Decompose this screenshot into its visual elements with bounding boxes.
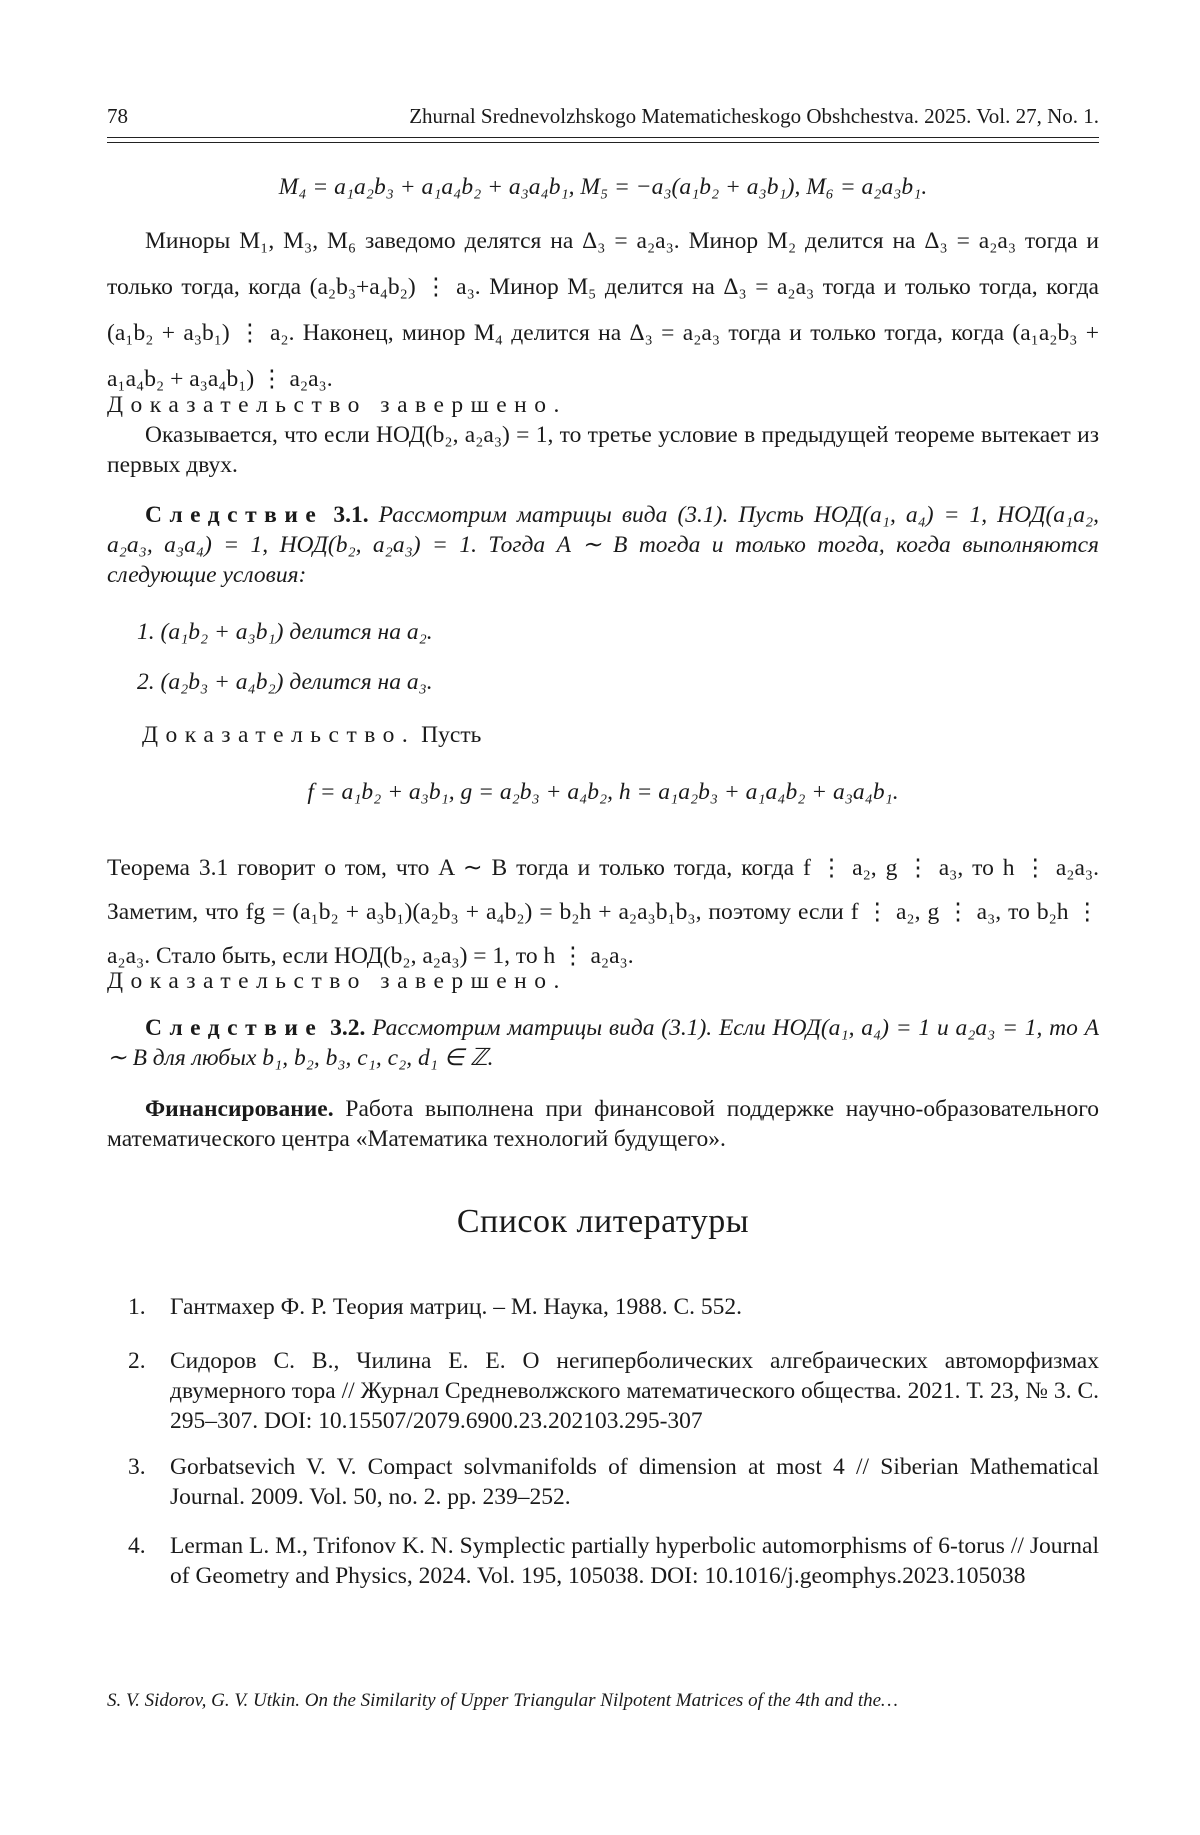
reference-item [128, 1531, 1099, 1591]
corollary-number: 3.1. [333, 502, 369, 528]
paragraph-gcd: Оказывается, что если НОД(b₂, a₂a₃) = 1, то третье условие в предыдущей теореме вытекает из первых двух. [107, 422, 1099, 478]
proof-2-intro [142, 720, 1099, 750]
formula-minors: M₄ = a₁a₂b₃ + a₁a₄b₂ + a₃a₄b₁, M₅ = −a₃(a₁b₂ + a₃b₁), M₆ = a₂a₃b₁. [278, 174, 928, 200]
condition-text: (a₂b₃ + a₄b₂) делится на a₃. [160, 669, 433, 695]
corollary-3-1 [107, 500, 1099, 590]
corollary-text: Рассмотрим матрицы вида (3.1). Пусть НОД(a₁, a₄) = 1, НОД(a₁a₂, a₂a₃, a₃a₄) = 1, НОД(b₂, a₂a₃) = 1. Тогда A ∼ B тогда и только тогда, когда выполняются следующие условия: [107, 502, 1100, 588]
running-footer: S. V. Sidorov, G. V. Utkin. On the Similarity of Upper Triangular Nilpotent Matrices of the 4th and the… [107, 1690, 898, 1711]
page-number: 78 [107, 104, 128, 128]
reference-text: Lerman L. M., Trifonov K. N. Symplectic partially hyperbolic automorphisms of 6-torus // Journal of Geometry and Physics, 2024. Vol. 195, 105038. DOI: 10.1016/j.geomphys.2023.105038 [170, 1533, 1099, 1589]
proof-label: Доказательство. [142, 722, 416, 748]
reference-number: 2. [128, 1348, 146, 1374]
references-heading: Список литературы [456, 1203, 750, 1240]
reference-item [128, 1452, 1099, 1512]
funding-label: Финансирование. [145, 1096, 334, 1122]
reference-number: 1. [128, 1294, 146, 1320]
corollary-number: 3.2. [330, 1015, 366, 1041]
paragraph-minors: Миноры M₁, M₃, M₆ заведомо делятся на Δ₃ = a₂a₃. Минор M₂ делится на Δ₃ = a₂a₃ тогда и только тогда, когда (a₂b₃+a₄b₂) ⋮ a₃. Минор M₅ делится на Δ₃ = a₂a₃ тогда и только тогда, когда (a₁b₂ + a₃b₁) ⋮ a₂. Наконец, минор M₄ делится на Δ₃ = a₂a₃ тогда и только тогда, когда (a₁a₂b₃ + a₁a₄b₂ + a₃a₄b₁) ⋮ a₂a₃. [107, 228, 1099, 392]
reference-number: 4. [128, 1533, 146, 1559]
header-rule-top [107, 137, 1099, 138]
proof-end-1: Доказательство завершено. [107, 392, 567, 418]
reference-number: 3. [128, 1454, 146, 1480]
corollary-label: Следствие [145, 502, 324, 528]
reference-text: Гантмахер Ф. Р. Теория матриц. – М. Наука, 1988. С. 552. [170, 1294, 742, 1320]
reference-text: Сидоров С. В., Чилина Е. Е. О негиперболических алгебраических автоморфизмах двумерного тора // Журнал Средневолжского математического общества. 2021. Т. 23, № 3. С. 295–307. DOI: 10.15507/2079.6900.23.202103.295-307 [170, 1348, 1099, 1434]
condition-number: 2. [137, 669, 155, 695]
reference-item [128, 1292, 1099, 1322]
funding-paragraph [107, 1094, 1099, 1154]
proof-intro: Пусть [421, 722, 482, 748]
paragraph-theorem: Теорема 3.1 говорит о том, что A ∼ B тогда и только тогда, когда f ⋮ a₂, g ⋮ a₃, то h ⋮ a₂a₃. Заметим, что fg = (a₁b₂ + a₃b₁)(a₂b₃ + a₄b₂) = b₂h + a₂a₃b₁b₃, поэтому если f ⋮ a₂, g ⋮ a₃, то b₂h ⋮ a₂a₃. Стало быть, если НОД(b₂, a₂a₃) = 1, то h ⋮ a₂a₃. [107, 855, 1099, 969]
reference-item [128, 1346, 1099, 1436]
condition-2 [137, 667, 1099, 697]
corollary-3-2 [107, 1013, 1099, 1073]
condition-text: (a₁b₂ + a₃b₁) делится на a₂. [160, 619, 433, 645]
condition-1 [137, 617, 1099, 647]
funding-text: Работа выполнена при финансовой поддержке научно-образовательного математического центра «Математика технологий будущего». [107, 1096, 1100, 1152]
reference-text: Gorbatsevich V. V. Compact solvmanifolds of dimension at most 4 // Siberian Mathematical Journal. 2009. Vol. 50, no. 2. pp. 239–252. [170, 1454, 1099, 1510]
corollary-label: Следствие [145, 1015, 324, 1041]
formula-fgh: f = a₁b₂ + a₃b₁, g = a₂b₃ + a₄b₂, h = a₁a₂b₃ + a₁a₄b₂ + a₃a₄b₁. [307, 779, 899, 805]
journal-title: Zhurnal Srednevolzhskogo Matematicheskogo Obshchestva. 2025. Vol. 27, No. 1. [409, 104, 1099, 128]
header-rule-bottom [107, 142, 1099, 143]
running-header [107, 104, 1099, 134]
condition-number: 1. [137, 619, 155, 645]
proof-end-2: Доказательство завершено. [107, 968, 567, 994]
corollary-text: Рассмотрим матрицы вида (3.1). Если НОД(a₁, a₄) = 1 и a₂a₃ = 1, то A ∼ B для любых b₁, b₂, b₃, c₁, c₂, d₁ ∈ ℤ. [107, 1015, 1100, 1071]
